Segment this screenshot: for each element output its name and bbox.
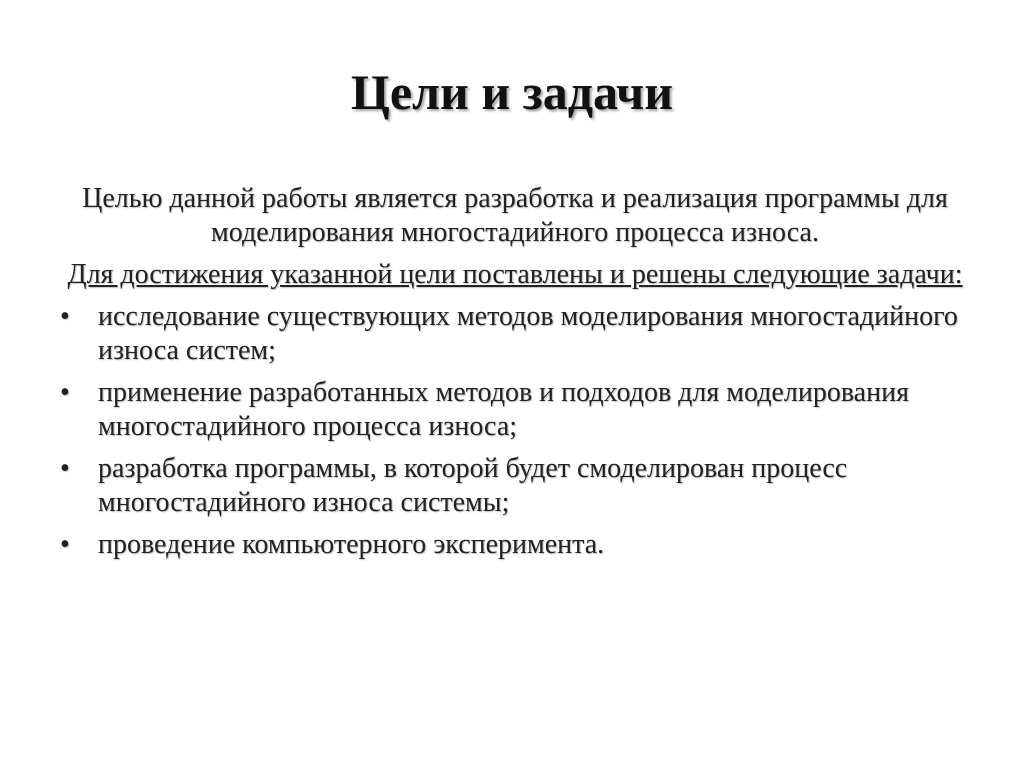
task-text: проведение компьютерного эксперимента. bbox=[98, 529, 605, 560]
bullet-icon: • bbox=[60, 301, 70, 332]
tasks-lead bbox=[50, 258, 980, 292]
goal-paragraph: Целью данной работы является разработка и реализация программы для моделирования многостадийного процесса износа. bbox=[82, 183, 948, 248]
list-item bbox=[50, 300, 980, 368]
slide-title: Цели и задачи bbox=[350, 64, 674, 120]
list-item bbox=[50, 528, 980, 562]
bullet-icon: • bbox=[60, 453, 70, 484]
slide-content bbox=[50, 182, 980, 570]
tasks-lead-text: Для достижения указанной цели поставлены и решены следующие задачи: bbox=[67, 259, 963, 290]
task-text: исследование существующих методов моделирования многостадийного износа систем; bbox=[98, 301, 958, 366]
bullet-icon: • bbox=[60, 377, 70, 408]
task-text: разработка программы, в которой будет смоделирован процесс многостадийного износа системы; bbox=[98, 453, 848, 518]
list-item bbox=[50, 376, 980, 444]
bullet-icon: • bbox=[60, 529, 70, 560]
list-item bbox=[50, 452, 980, 520]
tasks-list bbox=[50, 300, 980, 562]
task-text: применение разработанных методов и подходов для моделирования многостадийного процесса износа; bbox=[98, 377, 909, 442]
